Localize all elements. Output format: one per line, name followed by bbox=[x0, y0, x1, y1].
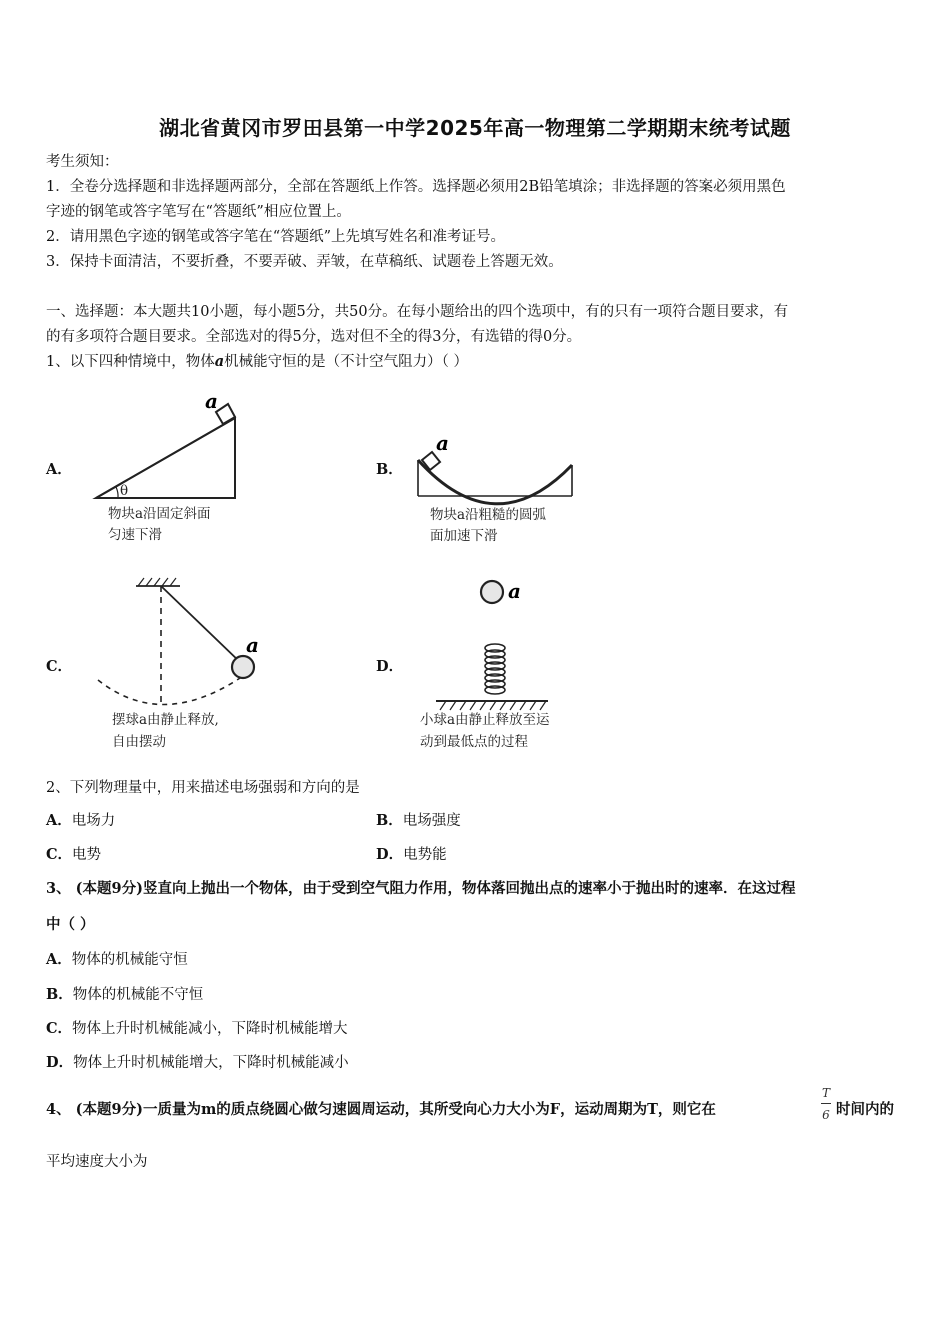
q1-stem-post: 机械能守恒的是（不计空气阻力）（ ） bbox=[224, 354, 468, 370]
figure-caption: 自由摆动 bbox=[112, 734, 166, 750]
angle-label: θ bbox=[120, 483, 129, 499]
question-4-stem-end: 时间内的 bbox=[836, 1101, 894, 1118]
figure-arc bbox=[410, 430, 590, 550]
question-4-stem: 4、 (本题9分)一质量为m的质点绕圆心做匀速圆周运动，其所受向心力大小为F，运动周期为T，则它在 bbox=[46, 1101, 716, 1118]
q2-option-c: C．电势 bbox=[46, 846, 102, 863]
figure-caption: 小球a由静止释放至运 bbox=[420, 712, 550, 728]
notice-heading: 考生须知： bbox=[46, 154, 119, 170]
fraction-bar bbox=[821, 1103, 831, 1104]
q1-option-d-key: D． bbox=[376, 658, 404, 675]
q3-option-d: D．物体上升时机械能增大，下降时机械能减小 bbox=[46, 1054, 349, 1071]
q3-option-b: B．物体的机械能不守恒 bbox=[46, 986, 204, 1003]
section-intro: 的有多项符合题目要求。全部选对的得5分，选对但不全的得3分，有选错的得0分。 bbox=[46, 329, 582, 345]
figure-caption: 物块a沿固定斜面 bbox=[108, 506, 211, 522]
figure-caption: 面加速下滑 bbox=[430, 528, 498, 544]
figure-caption: 摆球a由静止释放, bbox=[112, 712, 219, 728]
figure-caption: 物块a沿粗糙的圆弧 bbox=[430, 507, 547, 523]
q1-option-a-key: A． bbox=[46, 461, 72, 478]
notice-item: 2．请用黑色字迹的钢笔或答字笔在“答题纸”上先填写姓名和准考证号。 bbox=[46, 229, 506, 245]
block-label: a bbox=[205, 390, 218, 413]
figure-caption: 动到最低点的过程 bbox=[420, 734, 528, 750]
q1-option-c-key: C． bbox=[46, 658, 73, 675]
fraction-numerator: T bbox=[821, 1086, 830, 1100]
question-4-stem: 平均速度大小为 bbox=[46, 1154, 148, 1170]
question-1-stem bbox=[46, 352, 468, 372]
figure-incline bbox=[90, 390, 250, 550]
figure-caption: 匀速下滑 bbox=[108, 527, 162, 543]
q3-option-a: A．物体的机械能守恒 bbox=[46, 951, 188, 968]
q2-option-a: A．电场力 bbox=[46, 812, 116, 829]
q1-stem-var: a bbox=[214, 353, 225, 370]
figure-pendulum bbox=[90, 570, 270, 755]
page-title: 湖北省黄冈市罗田县第一中学2025年高一物理第二学期期末统考试题 bbox=[159, 116, 791, 140]
block-label: a bbox=[436, 431, 449, 455]
ball-label: a bbox=[246, 633, 259, 657]
q1-option-b-key: B． bbox=[376, 461, 403, 478]
q1-stem-pre: 1、以下四种情境中，物体 bbox=[46, 354, 215, 370]
notice-item: 字迹的钢笔或答字笔写在“答题纸”相应位置上。 bbox=[46, 204, 351, 220]
ball-label: a bbox=[508, 579, 521, 603]
q3-option-c: C．物体上升时机械能减小，下降时机械能增大 bbox=[46, 1020, 348, 1037]
q2-option-b: B．电场强度 bbox=[376, 812, 461, 829]
q2-option-d: D．电势能 bbox=[376, 846, 447, 863]
question-3-stem: 中（ ） bbox=[46, 916, 95, 933]
notice-item: 3．保持卡面清洁，不要折叠，不要弄破、弄皱，在草稿纸、试题卷上答题无效。 bbox=[46, 254, 563, 270]
question-2-stem: 2、下列物理量中，用来描述电场强弱和方向的是 bbox=[46, 780, 360, 796]
section-intro: 一、选择题：本大题共10小题，每小题5分，共50分。在每小题给出的四个选项中，有的只有一项符合题目要求，有 bbox=[46, 304, 789, 320]
question-3-stem: 3、 (本题9分)竖直向上抛出一个物体，由于受到空气阻力作用，物体落回抛出点的速率小于抛出时的速率．在这过程 bbox=[46, 880, 796, 897]
figure-spring bbox=[410, 570, 590, 755]
fraction-denominator: 6 bbox=[822, 1108, 830, 1122]
notice-item: 1．全卷分选择题和非选择题两部分，全部在答题纸上作答。选择题必须用2B铅笔填涂；非选择题的答案必须用黑色 bbox=[46, 179, 786, 195]
